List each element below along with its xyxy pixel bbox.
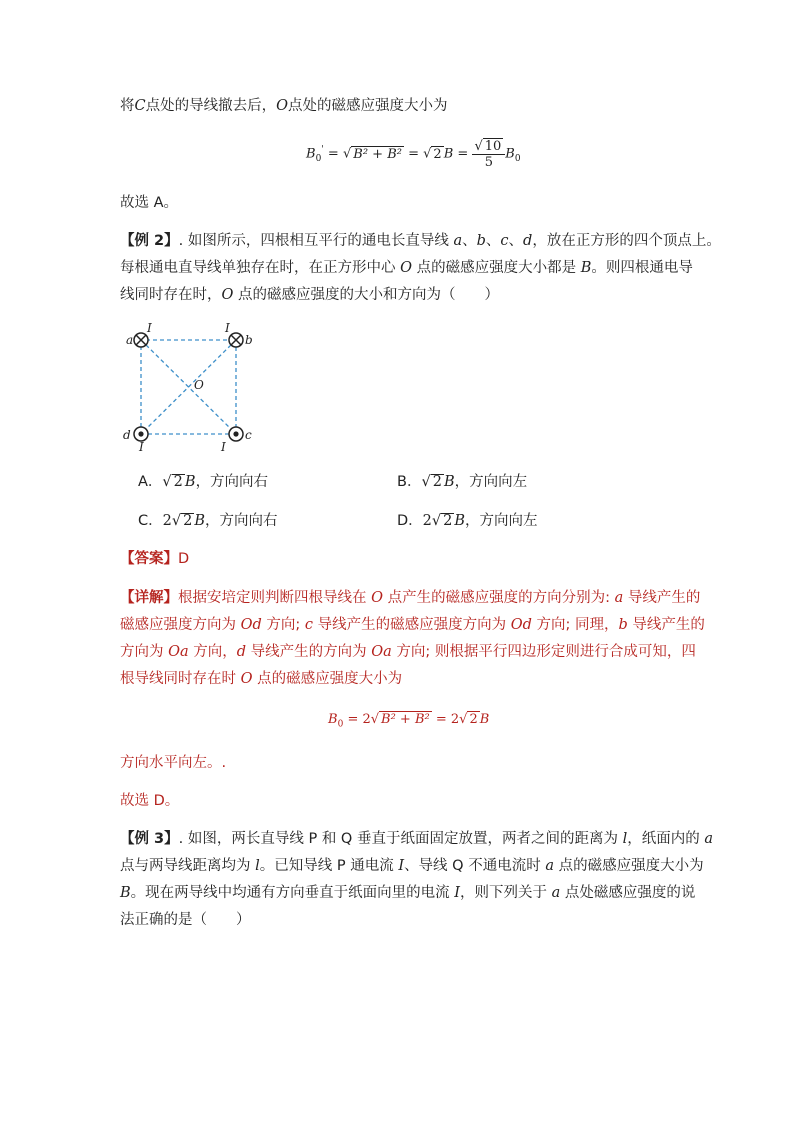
text: 根据安培定则判断四根导线在 [178, 590, 372, 606]
option-radicand: 2 [183, 513, 193, 529]
sep: 、 [462, 233, 477, 249]
text: 方向; 同理， [531, 617, 619, 633]
detail-line-2 [120, 615, 705, 635]
text: 。则四根通电导 [591, 260, 693, 276]
var-a: a [704, 831, 713, 847]
var-a: a [614, 590, 624, 606]
dashed-square [141, 340, 236, 434]
option-b[interactable] [397, 472, 527, 492]
label-d: d [123, 428, 131, 442]
option-radicand: 2 [432, 474, 442, 490]
var-a: a [453, 233, 463, 249]
eq-frac-radicand: 10 [484, 139, 502, 154]
sqrt-icon: √ [370, 712, 380, 727]
var-B: B [580, 260, 592, 276]
text: . 如图，两长直导线 P 和 Q 垂直于纸面固定放置，两者之间的距离为 [178, 831, 623, 847]
text: 磁感应强度方向为 [120, 617, 241, 633]
var-Oa: Oa [371, 644, 392, 660]
sep: 、 [508, 233, 524, 249]
option-radicand: 2 [173, 474, 183, 490]
eq-radicand: 2 [433, 146, 442, 162]
var-I: I [398, 858, 405, 874]
eq-frac-num [472, 138, 505, 155]
label-I-d: I [139, 440, 144, 453]
eq-lhs: B [328, 712, 338, 727]
detail-line-1 [120, 588, 700, 608]
eq-equals: = 2 [435, 712, 460, 727]
option-key: B． [397, 474, 422, 490]
var-O: O [240, 671, 253, 687]
option-direction: ，方向向右 [205, 513, 278, 529]
var-d: d [236, 644, 247, 660]
sep: 、 [485, 233, 501, 249]
prev-equation [306, 138, 521, 170]
var-O: O [400, 260, 412, 276]
label-O: O [194, 378, 204, 392]
var-Od: Od [240, 617, 262, 633]
wire-b-cross-icon [229, 333, 243, 347]
text: 方向为 [120, 644, 169, 660]
wire-d-dot-icon [134, 427, 148, 441]
text: ，放在正方形的四个顶点上。 [532, 233, 721, 249]
text: ，则下列关于 [460, 885, 552, 901]
var-Od: Od [510, 617, 532, 633]
eq-equals: = [408, 146, 424, 162]
text: 线同时存在时， [120, 287, 222, 303]
eq-lhs: B [306, 146, 316, 162]
option-key: C． [138, 513, 163, 529]
wire-a-cross-icon [134, 333, 148, 347]
detail-line-4 [120, 669, 402, 689]
option-symbol: B [454, 513, 466, 529]
sqrt-icon: √ [162, 474, 172, 490]
sqrt-icon: √ [171, 513, 182, 529]
ex2-line-3 [120, 285, 499, 305]
text: 。已知导线 P 通电流 [259, 858, 399, 874]
var-d: d [523, 233, 533, 249]
var-a: a [551, 885, 561, 901]
sqrt-icon: √ [421, 474, 431, 490]
sqrt-icon: √ [474, 139, 483, 154]
ex2-line-2 [120, 258, 693, 278]
sqrt-icon: √ [431, 513, 442, 529]
detail-tag: 【详解】 [120, 590, 178, 606]
var-b: b [618, 617, 628, 633]
sqrt-icon: √ [459, 712, 468, 727]
detail-equation [328, 711, 489, 730]
text: 将 [120, 98, 135, 114]
answer-value: D [178, 551, 190, 567]
eq-equals: = 2 [347, 712, 371, 727]
text: 点的磁感应强度大小为 [553, 858, 704, 874]
var-B: B [120, 885, 131, 901]
label-a: a [126, 333, 134, 347]
label-c: c [245, 428, 252, 442]
text: 。现在两导线中均通有方向垂直于纸面向里的电流 [130, 885, 455, 901]
text: 方向; [261, 617, 305, 633]
option-radicand: 2 [443, 513, 453, 529]
eq-B: B [443, 146, 454, 162]
option-coef: 2 [162, 513, 172, 529]
ex2-conclusion: 故选 D。 [120, 793, 180, 809]
eq-B0: B [505, 146, 515, 162]
eq-equals: = [457, 146, 469, 162]
option-key: D． [397, 513, 423, 529]
eq-prime: ' [321, 145, 324, 156]
text: 每根通电直导线单独存在时，在正方形中心 [120, 260, 401, 276]
eq-radicand: B² + B² [381, 712, 430, 727]
option-d[interactable] [397, 511, 538, 531]
text: 点处的导线撤去后， [145, 98, 277, 114]
eq-B0-sub: 0 [514, 154, 521, 165]
option-symbol: B [184, 474, 196, 490]
example-tag: 【例 2】 [120, 233, 179, 249]
ex2-line-1 [120, 231, 721, 251]
eq-radicand: B² + B² [353, 146, 402, 162]
var-c: c [500, 233, 509, 249]
text: 、导线 Q 不通电流时 [404, 858, 546, 874]
text: ，纸面内的 [627, 831, 705, 847]
text: 点与两导线距离均为 [120, 858, 256, 874]
answer-tag: 【答案】 [120, 551, 178, 567]
text: 点产生的磁感应强度的方向分别为: [383, 590, 615, 606]
text: 导线产生的磁感应强度方向为 [313, 617, 511, 633]
var-I: I [454, 885, 460, 901]
var-C: C [134, 98, 146, 114]
text: 导线产生的 [627, 617, 705, 633]
eq-B: B [479, 712, 490, 727]
option-c[interactable] [138, 511, 278, 531]
ex3-line-3 [120, 883, 695, 903]
option-key: A． [138, 474, 163, 490]
ex3-line-4: 法正确的是（ ） [120, 912, 251, 928]
var-a: a [545, 858, 554, 874]
var-c: c [304, 617, 314, 633]
prev-conclusion: 故选 A。 [120, 195, 179, 211]
eq-fraction [472, 138, 505, 170]
label-I-c: I [221, 440, 226, 453]
text: . 如图所示，四根相互平行的通电长直导线 [178, 233, 454, 249]
option-direction: ，方向向右 [195, 474, 269, 490]
text: 点的磁感应强度大小为 [252, 671, 403, 687]
var-Oa: Oa [168, 644, 189, 660]
var-O: O [371, 590, 383, 606]
detail-line-5: 方向水平向左。. [120, 755, 227, 771]
eq-equals: = [327, 146, 339, 162]
eq-lhs-sub: 0 [337, 719, 344, 730]
wire-c-dot-icon [229, 427, 243, 441]
text: 方向; 则根据平行四边形定则进行合成可知，四 [391, 644, 696, 660]
text: 点处的磁感应强度大小为 [288, 98, 448, 114]
eq-frac-den: 5 [484, 155, 494, 170]
example-tag: 【例 3】 [120, 831, 179, 847]
option-a[interactable] [138, 472, 268, 492]
var-l: l [622, 831, 628, 847]
option-symbol: B [443, 474, 455, 490]
option-direction: ，方向向左 [454, 474, 528, 490]
option-symbol: B [194, 513, 205, 529]
ex3-line-2 [120, 856, 704, 876]
option-coef: 2 [422, 513, 432, 529]
var-O: O [276, 98, 288, 114]
var-O: O [221, 287, 234, 303]
var-b: b [476, 233, 486, 249]
option-direction: ，方向向左 [465, 513, 538, 529]
wire-square-figure [118, 318, 268, 453]
label-b: b [245, 333, 253, 347]
text: 根导线同时存在时 [120, 671, 241, 687]
var-l: l [255, 858, 260, 874]
prev-intro-line [120, 96, 448, 116]
label-I-b: I [225, 321, 230, 335]
ex3-line-1 [120, 829, 713, 849]
text: 点的磁感应强度的大小和方向为（ ） [233, 287, 499, 303]
sqrt-icon: √ [342, 146, 352, 162]
text: 方向， [188, 644, 237, 660]
eq-lhs-sub: 0 [315, 154, 322, 165]
answer-line [120, 549, 189, 569]
text: 点处磁感应强度的说 [560, 885, 696, 901]
eq-radicand: 2 [469, 712, 478, 727]
text: 点的磁感应强度大小都是 [412, 260, 581, 276]
text: 导线产生的方向为 [246, 644, 372, 660]
detail-line-3 [120, 642, 696, 662]
text: 导线产生的 [623, 590, 701, 606]
sqrt-icon: √ [423, 146, 432, 162]
label-I-a: I [147, 321, 152, 335]
